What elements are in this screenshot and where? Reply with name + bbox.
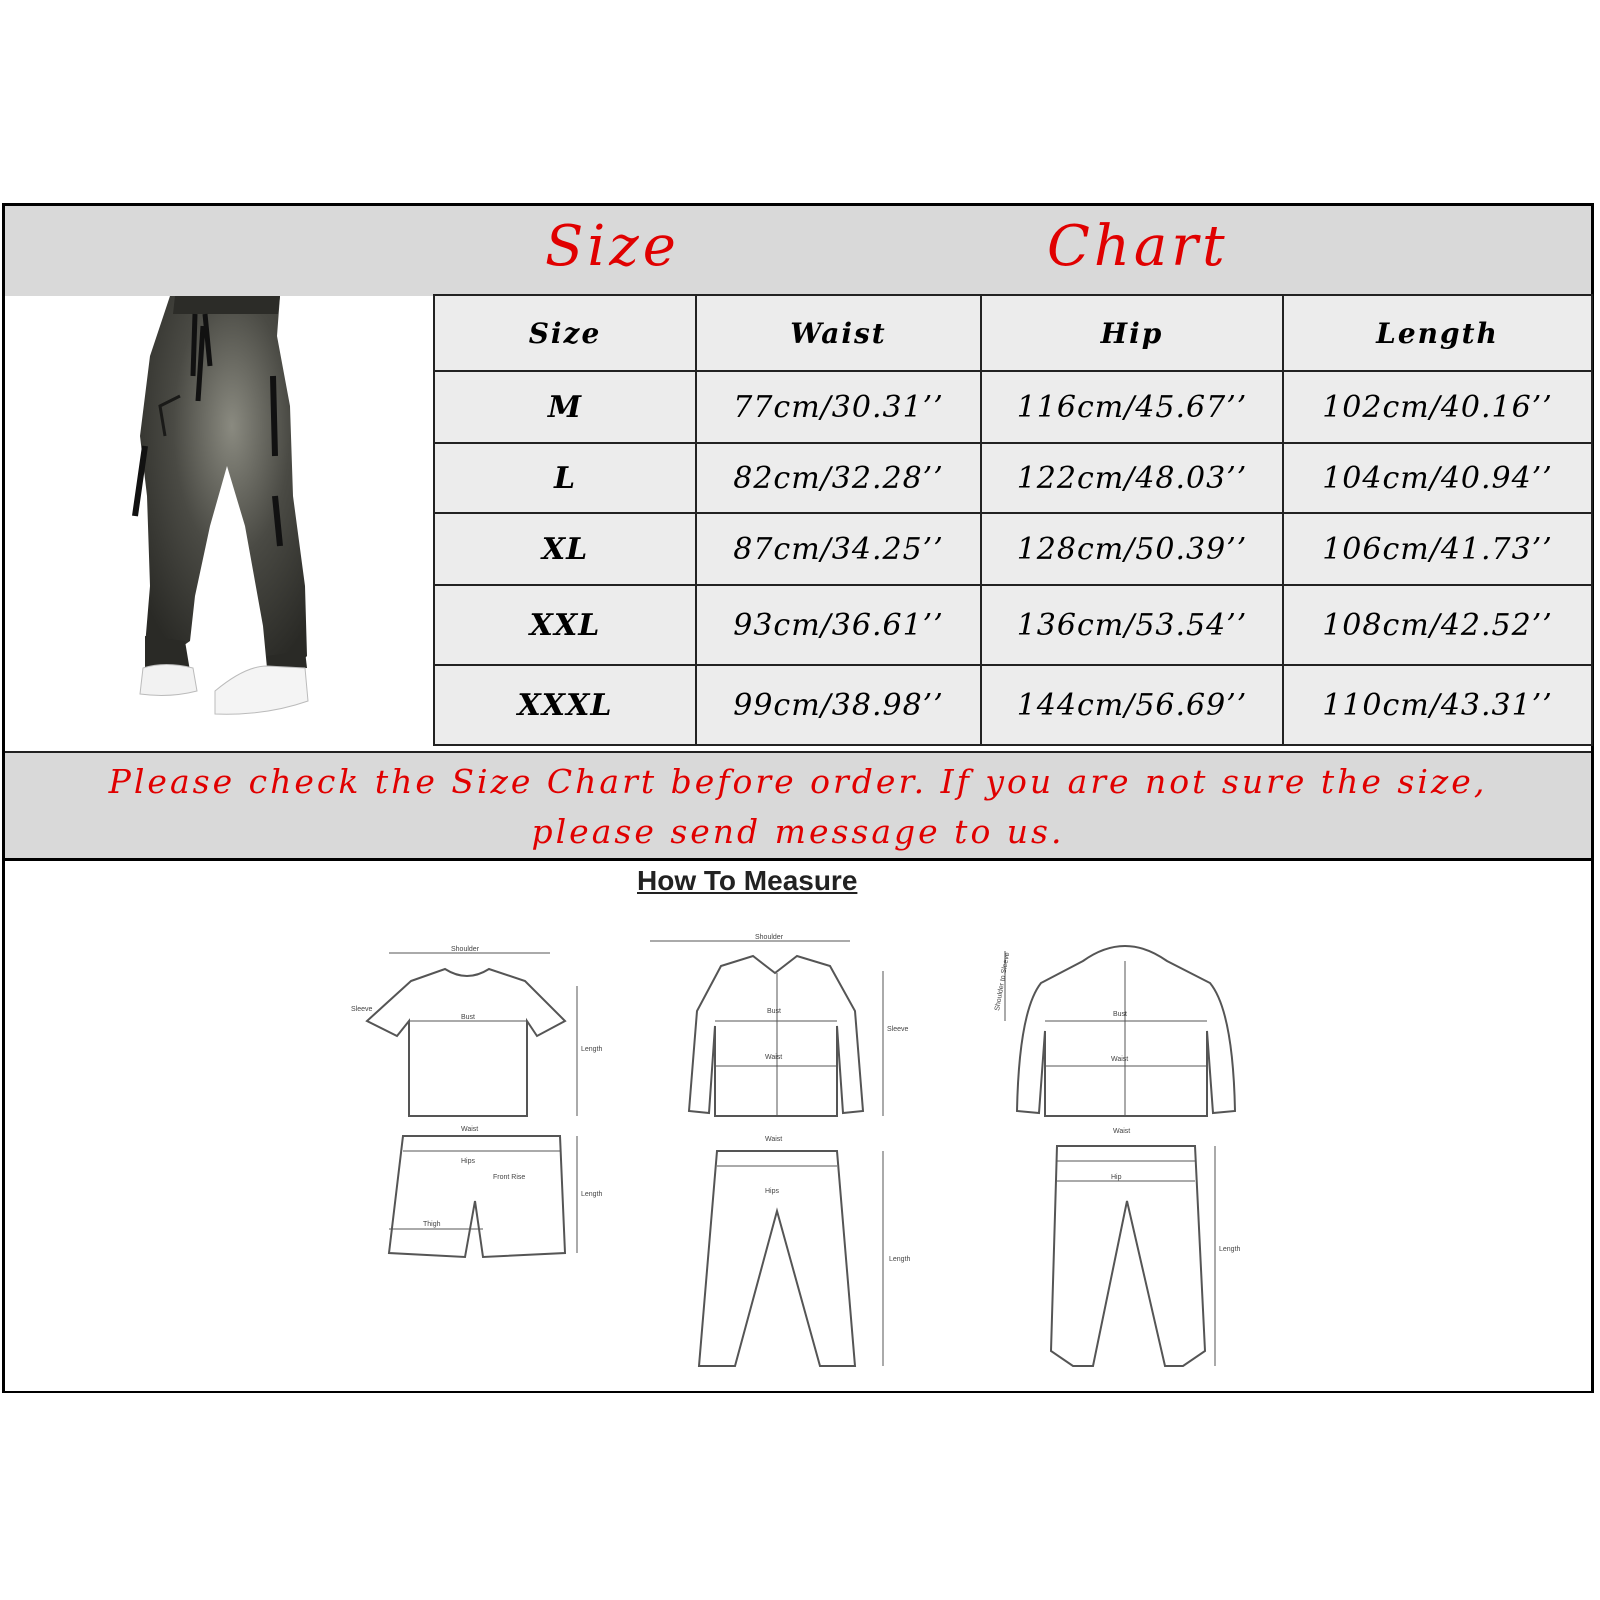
jogger-pants-photo-icon bbox=[5, 296, 433, 751]
shorts-diagram-icon bbox=[389, 1136, 565, 1257]
cell-hip: 116cm/45.67’’ bbox=[981, 371, 1283, 443]
label-waist: Waist bbox=[1111, 1056, 1129, 1063]
cell-hip: 122cm/48.03’’ bbox=[981, 443, 1283, 513]
label-length: Length bbox=[581, 1191, 603, 1198]
cell-size: XXXL bbox=[434, 665, 696, 745]
tshirt-diagram-icon bbox=[367, 969, 565, 1116]
measure-title: How To Measure bbox=[637, 865, 858, 896]
label-shoulder-to-sleeve: Shoulder to Sleeve bbox=[994, 951, 1012, 1012]
title-bar bbox=[5, 206, 1591, 296]
note-line-2: please send message to us. bbox=[531, 812, 1065, 851]
title-chart-word: Chart bbox=[1047, 214, 1229, 279]
cell-hip: 128cm/50.39’’ bbox=[981, 513, 1283, 585]
trousers-diagram-icon bbox=[699, 1151, 855, 1366]
header-waist: Waist bbox=[696, 295, 981, 371]
cell-size: XXL bbox=[434, 585, 696, 665]
hoodie-diagram-icon bbox=[1017, 946, 1235, 1116]
label-waist: Waist bbox=[1113, 1128, 1131, 1135]
table-row bbox=[434, 513, 1592, 585]
table-row bbox=[434, 371, 1592, 443]
label-sleeve: Sleeve bbox=[351, 1006, 373, 1013]
label-hip: Hip bbox=[1111, 1174, 1122, 1181]
cell-length: 108cm/42.52’’ bbox=[1283, 585, 1592, 665]
cell-size: M bbox=[434, 371, 696, 443]
table-row bbox=[434, 443, 1592, 513]
cell-length: 102cm/40.16’’ bbox=[1283, 371, 1592, 443]
label-waist: Waist bbox=[461, 1126, 479, 1133]
cell-length: 104cm/40.94’’ bbox=[1283, 443, 1592, 513]
table-header-row bbox=[434, 295, 1592, 371]
header-size: Size bbox=[434, 295, 696, 371]
cell-size: XL bbox=[434, 513, 696, 585]
note-line-1: Please check the Size Chart before order. If you are not sure the size, bbox=[108, 762, 1488, 801]
label-hips: Hips bbox=[461, 1158, 476, 1165]
cell-length: 110cm/43.31’’ bbox=[1283, 665, 1592, 745]
cell-hip: 136cm/53.54’’ bbox=[981, 585, 1283, 665]
cell-size: L bbox=[434, 443, 696, 513]
label-bust: Bust bbox=[1113, 1011, 1128, 1018]
cell-waist: 93cm/36.61’’ bbox=[696, 585, 981, 665]
label-hips: Hips bbox=[765, 1188, 780, 1195]
table-row bbox=[434, 665, 1592, 745]
label-bust: Bust bbox=[767, 1008, 782, 1015]
size-table bbox=[433, 294, 1593, 746]
label-length: Length bbox=[581, 1046, 603, 1053]
size-chart-frame bbox=[2, 203, 1594, 1393]
cell-waist: 99cm/38.98’’ bbox=[696, 665, 981, 745]
label-shoulder: Shoulder bbox=[755, 934, 784, 941]
joggers-diagram-icon bbox=[1051, 1146, 1205, 1366]
shirt-diagram-icon bbox=[689, 956, 863, 1116]
label-front-rise: Front Rise bbox=[493, 1174, 526, 1181]
title-size-word: Size bbox=[545, 214, 680, 279]
cell-waist: 82cm/32.28’’ bbox=[696, 443, 981, 513]
label-length: Length bbox=[1219, 1246, 1241, 1253]
label-bust: Bust bbox=[461, 1014, 476, 1021]
table-row bbox=[434, 585, 1592, 665]
label-shoulder: Shoulder bbox=[451, 946, 480, 953]
product-photo bbox=[5, 296, 433, 751]
header-hip: Hip bbox=[981, 295, 1283, 371]
header-length: Length bbox=[1283, 295, 1592, 371]
cell-waist: 87cm/34.25’’ bbox=[696, 513, 981, 585]
measure-diagrams bbox=[5, 861, 1591, 1381]
label-waist: Waist bbox=[765, 1136, 783, 1143]
label-waist: Waist bbox=[765, 1054, 783, 1061]
size-note bbox=[5, 751, 1591, 861]
label-length: Length bbox=[889, 1256, 911, 1263]
cell-length: 106cm/41.73’’ bbox=[1283, 513, 1592, 585]
label-sleeve: Sleeve bbox=[887, 1026, 909, 1033]
label-thigh: Thigh bbox=[423, 1221, 441, 1228]
how-to-measure-section bbox=[5, 861, 1591, 1391]
cell-waist: 77cm/30.31’’ bbox=[696, 371, 981, 443]
cell-hip: 144cm/56.69’’ bbox=[981, 665, 1283, 745]
